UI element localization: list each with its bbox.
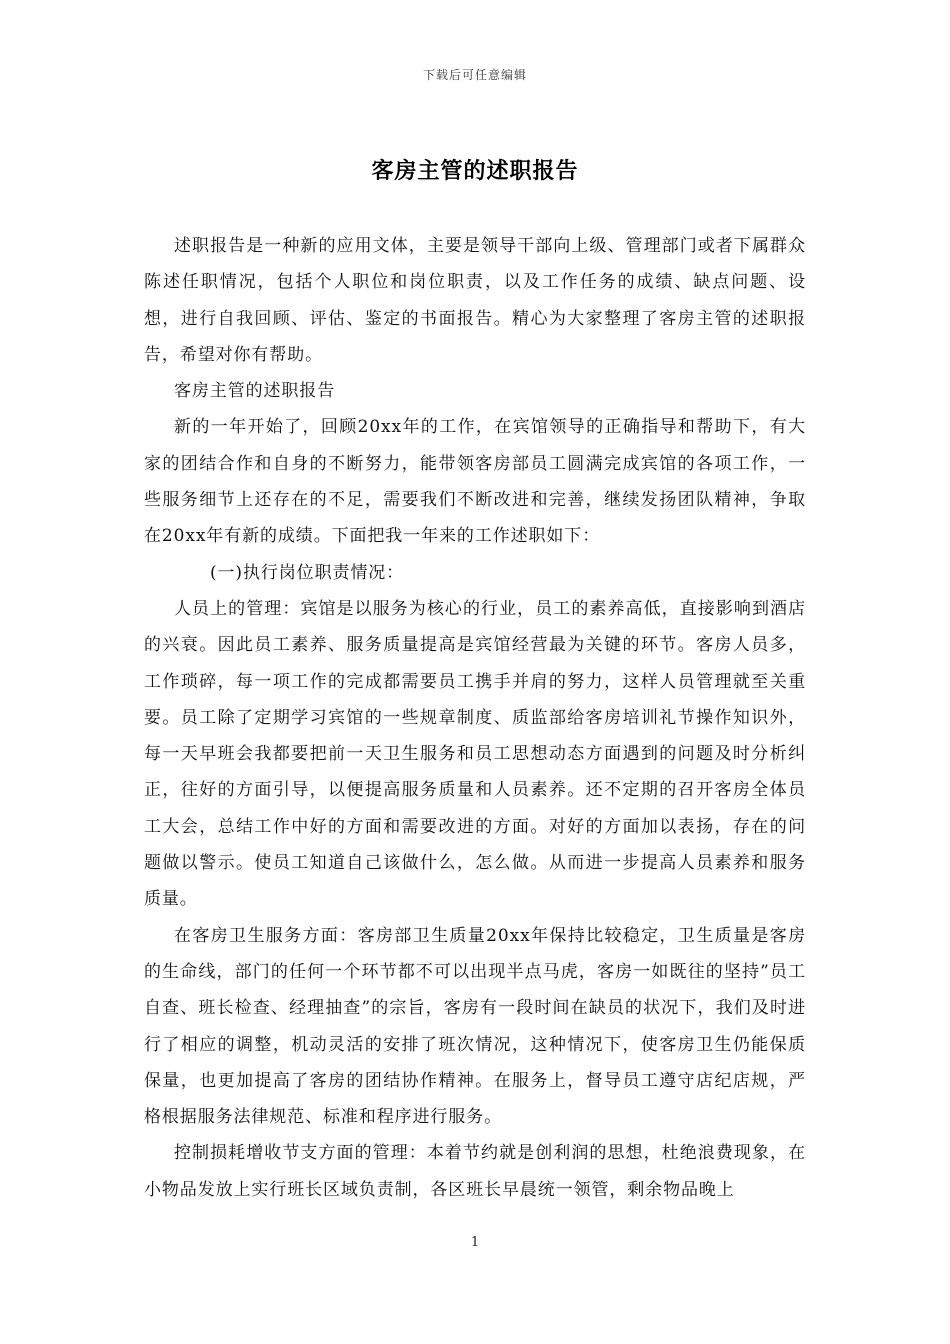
document-title: 客房主管的述职报告 bbox=[371, 159, 579, 184]
paragraph-personnel: 人员上的管理：宾馆是以服务为核心的行业，员工的素养高低，直接影响到酒店的兴衰。因此员工素养、服务质量提高是宾馆经营最为关键的环节。客房人员多，工作琐碎，每一项工作的完成都需要员工携手并肩的努力，这样人员管理就至关重要。员工除了定期学习宾馆的一些规章制度、质监部给客房培训礼节操作知识外，每一天早班会我都要把前一天卫生服务和员工思想动态方面遇到的问题及时分析纠正，往好的方面引导，以便提高服务质量和人员素养。还不定期的召开客房全体员工大会，总结工作中好的方面和需要改进的方面。对好的方面加以表扬，存在的问题做以警示。使员工知道自己该做什么，怎么做。从而进一步提高人员素养和服务质量。 bbox=[144, 598, 806, 910]
paragraph-subtitle: 客房主管的述职报告 bbox=[174, 381, 336, 402]
paragraph-cost-control: 控制损耗增收节支方面的管理：本着节约就是创利润的思想，杜绝浪费现象，在小物品发放上实行班长区域负责制，各区班长早晨统一领管，剩余物品晚上 bbox=[144, 1143, 806, 1200]
paragraph-hygiene: 在客房卫生服务方面：客房部卫生质量20xx年保持比较稳定，卫生质量是客房的生命线，部门的任何一个环节都不可以出现半点马虎，客房一如既往的坚持”员工自查、班长检查、经理抽查”的宗旨，客房有一段时间在缺员的状况下，我们及时进行了相应的调整，机动灵活的安排了班次情况，这种情况下，使客房卫生仍能保质保量，也更加提高了客房的团结协作精神。在服务上，督导员工遵守店纪店规，严格根据服务法律规范、标准和程序进行服务。 bbox=[144, 925, 806, 1128]
header-note: 下载后可任意编辑 bbox=[422, 68, 527, 82]
document-body bbox=[144, 228, 806, 1208]
page-number: 1 bbox=[470, 1235, 480, 1250]
section-heading: (一)执行岗位职责情况： bbox=[210, 562, 405, 583]
paragraph-opening: 新的一年开始了，回顾20xx年的工作，在宾馆领导的正确指导和帮助下，有大家的团结合作和自身的不断努力，能带领客房部员工圆满完成宾馆的各项工作，一些服务细节上还存在的不足，需要我们不断改进和完善，继续发扬团队精神，争取在20xx年有新的成绩。下面把我一年来的工作述职如下： bbox=[144, 417, 806, 547]
paragraph-intro: 述职报告是一种新的应用文体，主要是领导干部向上级、管理部门或者下属群众陈述任职情况，包括个人职位和岗位职责，以及工作任务的成绩、缺点问题、设想，进行自我回顾、评估、鉴定的书面报告。精心为大家整理了客房主管的述职报告，希望对你有帮助。 bbox=[144, 236, 806, 365]
